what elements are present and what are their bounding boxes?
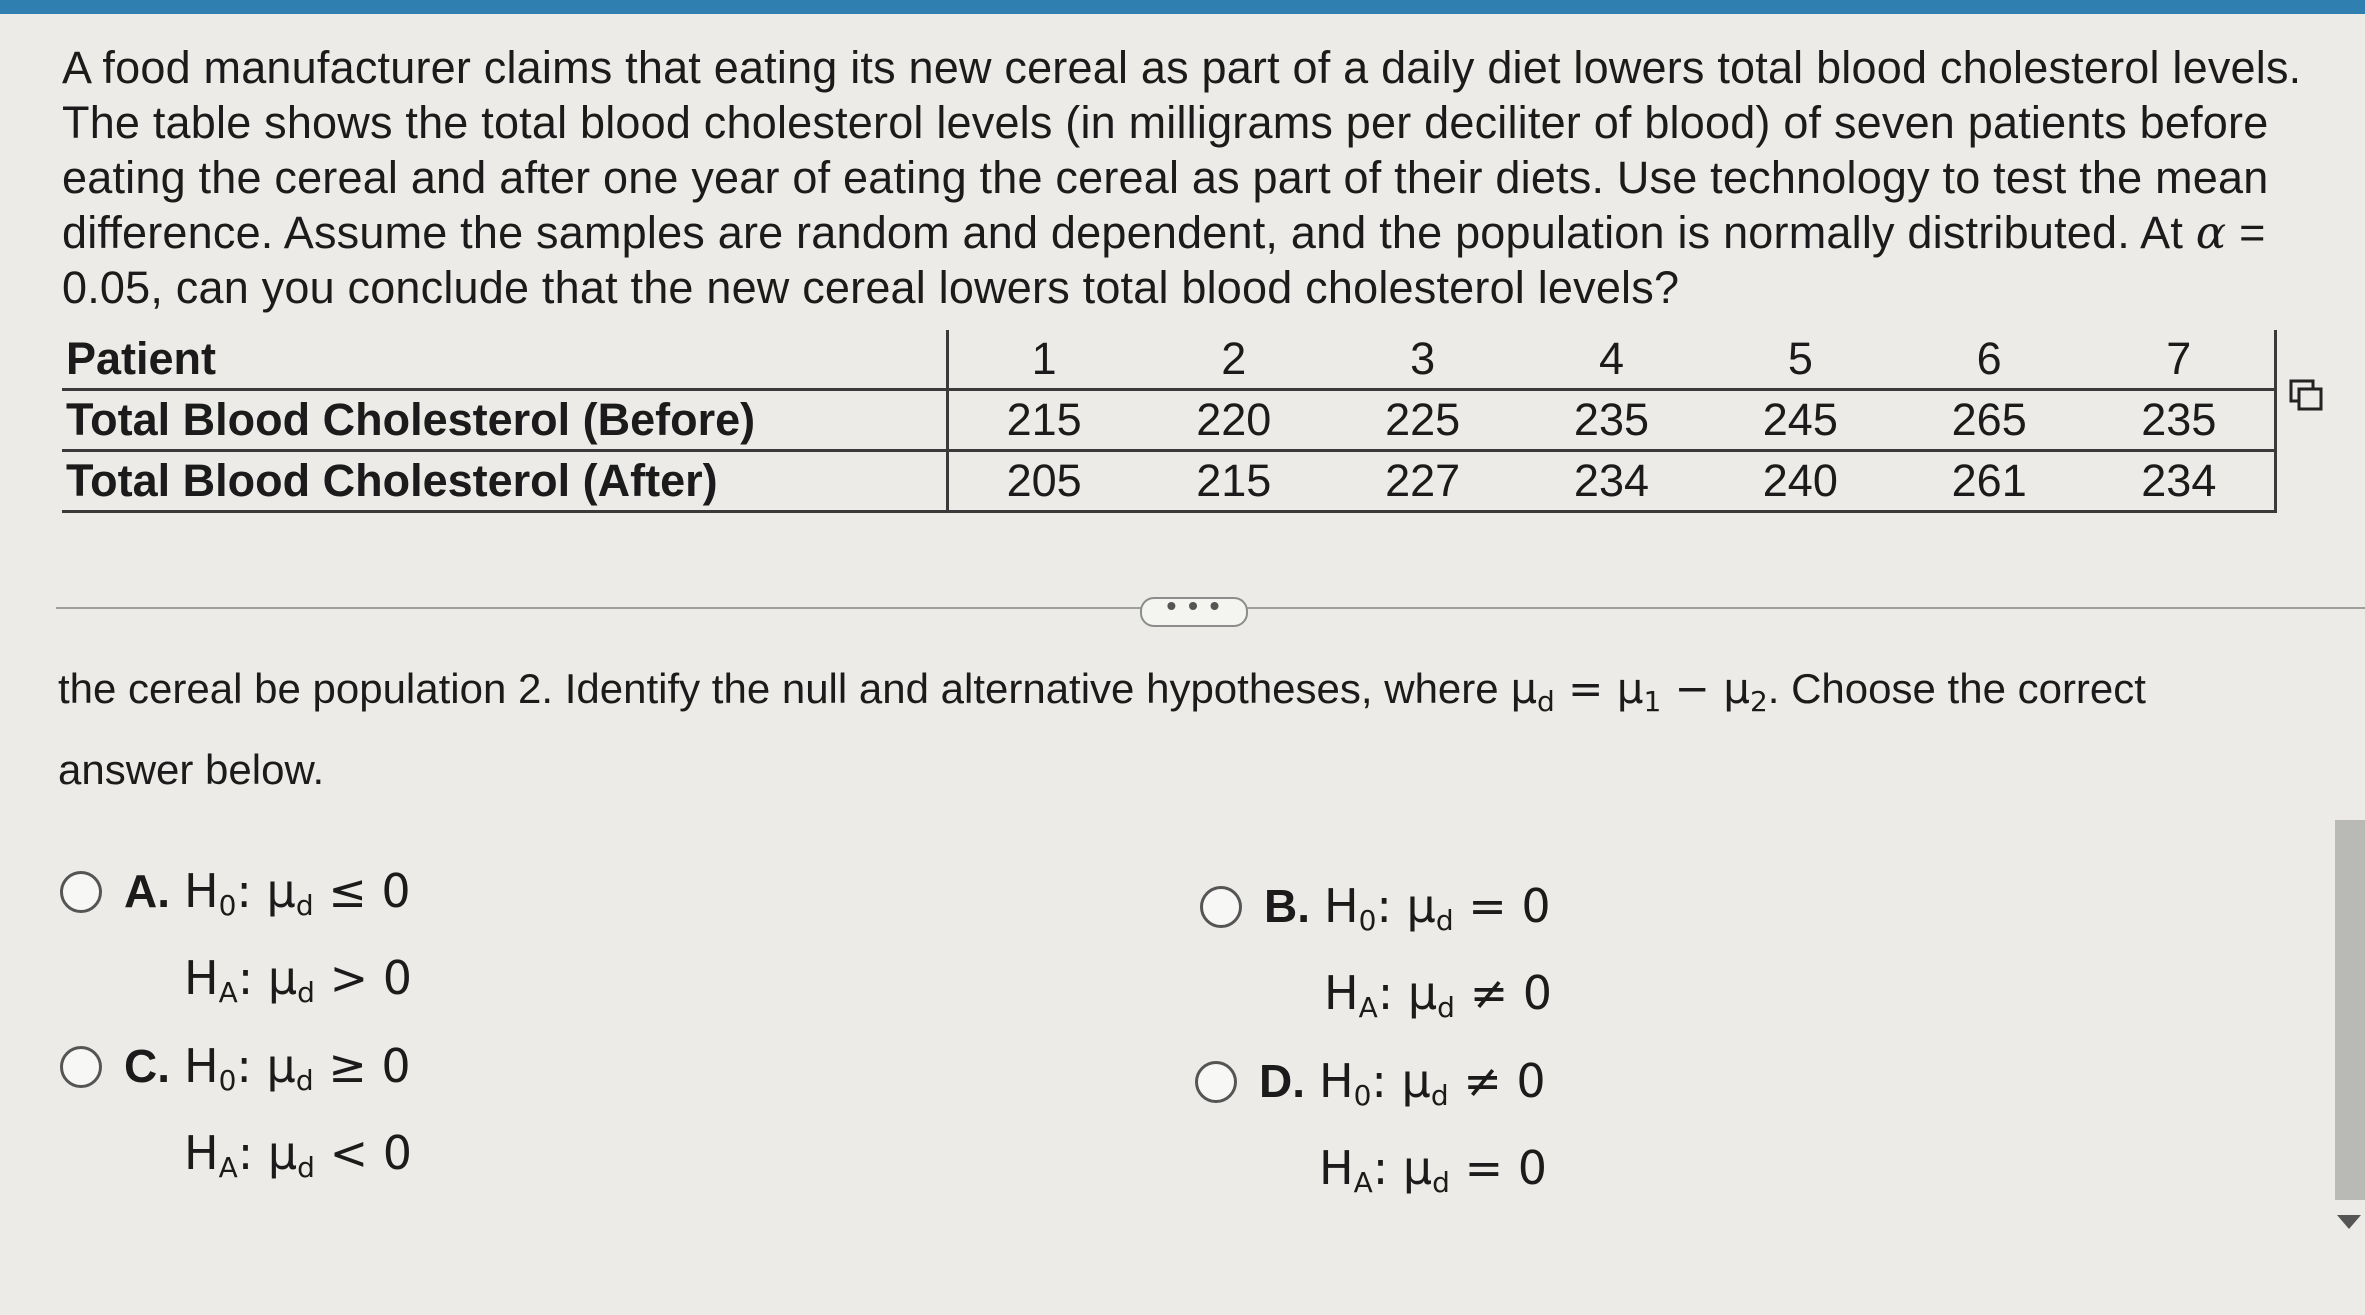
expand-more-button[interactable]: • • • (1140, 597, 1248, 627)
option-d[interactable] (1195, 1045, 1547, 1219)
subscript-0: 0 (218, 889, 237, 922)
colon: : (236, 1039, 267, 1093)
h0-relation: ≥ 0 (328, 1039, 411, 1093)
h-letter: H (1319, 1054, 1354, 1108)
table-cell: 215 (1139, 451, 1328, 512)
equals-sign: = (1554, 664, 1617, 713)
h-letter: H (184, 1126, 219, 1180)
colon: : (1371, 1054, 1402, 1108)
row-label-after: Total Blood Cholesterol (After) (62, 451, 948, 512)
subscript-d: d (1432, 1166, 1450, 1199)
table-cell: 227 (1328, 451, 1517, 512)
top-accent-bar (0, 0, 2365, 14)
cholesterol-table (62, 330, 2277, 513)
subscript-a: A (1358, 991, 1378, 1024)
subscript-2: 2 (1749, 685, 1768, 718)
table-cell: 261 (1895, 451, 2084, 512)
alpha-symbol: α (2195, 206, 2227, 259)
subscript-d: d (297, 976, 315, 1009)
table-cell: 245 (1706, 390, 1895, 451)
radio-icon[interactable] (1195, 1061, 1237, 1103)
hypotheses (184, 855, 412, 1029)
option-letter: A. (124, 865, 170, 917)
table-cell: 234 (1517, 451, 1706, 512)
patient-number: 6 (1976, 333, 2002, 384)
patient-number: 7 (2084, 330, 2276, 390)
mu-symbol: μ (1401, 1054, 1431, 1108)
subscript-0: 0 (1353, 1079, 1372, 1112)
question-text-end: . Choose the correct answer below. (58, 665, 2146, 793)
subscript-d: d (1430, 1079, 1449, 1112)
table-cell: 235 (2084, 390, 2276, 451)
scrollbar[interactable] (2335, 820, 2365, 1200)
table-cell: 265 (1895, 390, 2084, 451)
row-label-before: Total Blood Cholesterol (Before) (62, 390, 948, 451)
subscript-d: d (295, 1064, 314, 1097)
hypotheses (184, 1030, 412, 1204)
table-cell: 205 (948, 451, 1140, 512)
option-letter: D. (1259, 1055, 1305, 1107)
mu-symbol: μ (267, 951, 298, 1005)
table-cell: 220 (1139, 390, 1328, 451)
patient-header: Patient (62, 330, 948, 390)
minus-sign: − (1661, 664, 1724, 713)
subscript-0: 0 (1358, 904, 1377, 937)
ha-relation: = 0 (1464, 1141, 1547, 1195)
patient-number: 1 (1031, 333, 1057, 384)
mu-symbol: μ (1723, 664, 1750, 713)
problem-text-end: = 0.05, can you conclude that the new cereal lowers total blood cholesterol levels? (62, 207, 2266, 313)
option-b[interactable] (1200, 870, 1552, 1044)
subscript-1: 1 (1643, 685, 1662, 718)
subscript-d: d (1537, 685, 1555, 718)
null-hypothesis (184, 1030, 412, 1117)
patient-number: 4 (1598, 333, 1624, 384)
h0-relation: ≠ 0 (1463, 1054, 1546, 1108)
colon: : (1372, 1141, 1403, 1195)
subscript-a: A (218, 1151, 238, 1184)
table-header-row (62, 330, 2276, 390)
h-letter: H (1319, 1141, 1354, 1195)
problem-statement (62, 40, 2352, 315)
hypotheses (1324, 870, 1552, 1044)
option-a[interactable] (60, 855, 412, 1029)
colon: : (237, 1126, 268, 1180)
h0-relation: = 0 (1468, 879, 1551, 933)
null-hypothesis (1319, 1045, 1547, 1132)
null-hypothesis (1324, 870, 1552, 957)
patient-number: 2 (1221, 333, 1247, 384)
radio-icon[interactable] (60, 871, 102, 913)
mu-symbol: μ (266, 864, 296, 918)
table-row (62, 451, 2276, 512)
copy-icon[interactable] (2288, 378, 2324, 414)
mu-symbol: μ (267, 1126, 298, 1180)
hypotheses (1319, 1045, 1547, 1219)
table-cell: 234 (2084, 451, 2276, 512)
question-text: the cereal be population 2. Identify the null and alternative hypotheses, where (58, 665, 1511, 712)
alt-hypothesis (184, 942, 412, 1029)
subscript-d: d (1437, 991, 1455, 1024)
h-letter: H (1324, 966, 1359, 1020)
ha-relation: < 0 (329, 1126, 412, 1180)
scroll-down-arrow-icon[interactable] (2337, 1215, 2361, 1229)
ha-relation: ≠ 0 (1469, 966, 1552, 1020)
subscript-d: d (295, 889, 314, 922)
h-letter: H (184, 1039, 219, 1093)
alt-hypothesis (184, 1117, 412, 1204)
option-c[interactable] (60, 1030, 412, 1204)
h-letter: H (184, 864, 219, 918)
question-prompt (58, 655, 2258, 804)
table-cell: 225 (1328, 390, 1517, 451)
mu-symbol: μ (1406, 879, 1436, 933)
alt-hypothesis (1319, 1132, 1547, 1219)
alt-hypothesis (1324, 957, 1552, 1044)
colon: : (237, 951, 268, 1005)
radio-icon[interactable] (1200, 886, 1242, 928)
mu-symbol: μ (1510, 664, 1538, 713)
patient-number: 3 (1410, 333, 1436, 384)
problem-text: A food manufacturer claims that eating its new cereal as part of a daily diet lowers total blood cholesterol levels. The table shows the total blood cholesterol levels (in milligrams per deciliter of blood) of seven patients before eating the cereal and after one year of eating the cereal as part of their diets. Use technology to test the mean difference. Assume the samples are random and dependent, and the population is normally distributed. At (62, 42, 2302, 258)
colon: : (1376, 879, 1407, 933)
mu-symbol: μ (266, 1039, 296, 1093)
option-letter: C. (124, 1040, 170, 1092)
table-cell: 235 (1517, 390, 1706, 451)
h-letter: H (184, 951, 219, 1005)
radio-icon[interactable] (60, 1046, 102, 1088)
mu-symbol: μ (1407, 966, 1438, 1020)
table-row (62, 390, 2276, 451)
subscript-d: d (1435, 904, 1454, 937)
option-letter: B. (1264, 880, 1310, 932)
colon: : (236, 864, 267, 918)
subscript-a: A (218, 976, 238, 1009)
mu-symbol: μ (1402, 1141, 1433, 1195)
table-cell: 240 (1706, 451, 1895, 512)
mu-symbol: μ (1616, 664, 1644, 713)
h-letter: H (1324, 879, 1359, 933)
subscript-a: A (1353, 1166, 1373, 1199)
h0-relation: ≤ 0 (328, 864, 411, 918)
patient-number: 5 (1787, 333, 1813, 384)
ha-relation: > 0 (329, 951, 412, 1005)
table-cell: 215 (948, 390, 1140, 451)
subscript-d: d (297, 1151, 315, 1184)
null-hypothesis (184, 855, 412, 942)
subscript-0: 0 (218, 1064, 237, 1097)
mu-d-symbol (1510, 664, 1768, 718)
colon: : (1377, 966, 1408, 1020)
